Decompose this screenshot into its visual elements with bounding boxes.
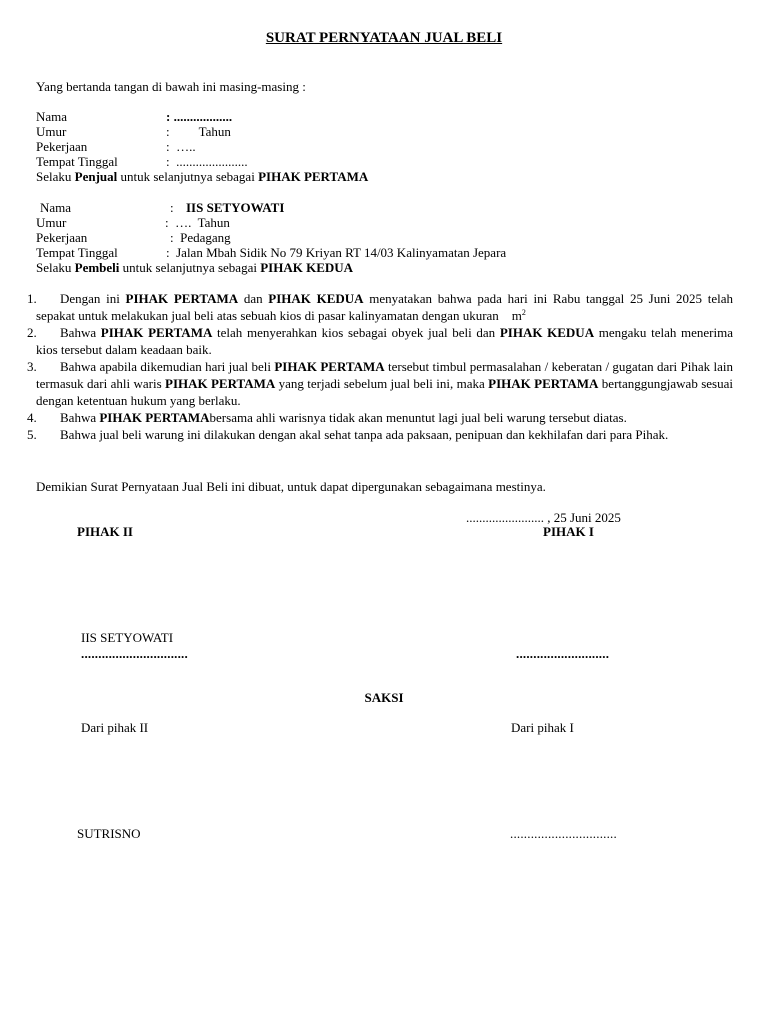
statement-text (36, 358, 733, 409)
party1-value-nama: : .................. (166, 109, 233, 124)
text-run-bold: PIHAK PERTAMA (488, 376, 599, 391)
party1-role-penjual: Penjual (74, 169, 118, 184)
statement-list (27, 290, 737, 443)
party2-value-pekerjaan: : Pedagang (170, 230, 231, 245)
text-run: bertanggungjawab sesuai dengan ketentuan hukum yang berlaku. (36, 376, 733, 408)
pihak-ii-signature-line: ............................... (81, 646, 188, 661)
party2-label-nama: Nama (40, 200, 72, 215)
party2-role-prefix: Selaku (36, 260, 75, 275)
party2-role (36, 260, 353, 275)
text-run: bersama ahli warisnya tidak akan menuntut lagi jual beli warung tersebut diatas. (209, 410, 627, 425)
party1-value-umur: : Tahun (166, 124, 231, 139)
party2-role-mid: untuk selanjutnya sebagai (119, 260, 261, 275)
text-run-bold: PIHAK PERTAMA (100, 325, 213, 340)
text-run-bold: PIHAK PERTAMA (274, 359, 385, 374)
statement-item (27, 358, 733, 409)
party2-label-pekerjaan: Pekerjaan (36, 230, 88, 245)
text-run: mengaku telah menerima kios tersebut dalam keadaan baik. (36, 325, 733, 357)
party1-label-umur: Umur (36, 124, 67, 139)
statement-number: 1. (27, 291, 37, 306)
closing-text: Demikian Surat Pernyataan Jual Beli ini dibuat, untuk dapat dipergunakan sebagaimana mestinya. (36, 479, 546, 494)
party2-value-nama: IIS SETYOWATI (186, 200, 285, 215)
text-run-bold: PIHAK PERTAMA (125, 291, 239, 306)
text-run-bold: PIHAK KEDUA (268, 291, 364, 306)
party2-value-umur: : …. Tahun (165, 215, 230, 230)
text-run: yang terjadi sebelum jual beli ini, maka (275, 376, 489, 391)
statement-text (36, 324, 733, 358)
party2-label-umur: Umur (36, 215, 67, 230)
witness-left-label: Dari pihak II (81, 720, 149, 735)
party1-value-tempat: : ...................... (166, 154, 248, 169)
statement-text (36, 426, 733, 443)
text-run: Bahwa jual beli warung ini dilakukan dengan akal sehat tanpa ada paksaan, penipuan dan kekhilafan dari para Pihak. (60, 427, 669, 442)
party1-role-mid: untuk selanjutnya sebagai (117, 169, 259, 184)
superscript-2: 2 (521, 308, 526, 317)
witness-heading: SAKSI (364, 690, 404, 705)
witness-right-signature-line: ............................... (510, 826, 617, 841)
statement-number: 2. (27, 325, 37, 340)
statement-text (36, 409, 733, 426)
pihak-i-label: PIHAK I (543, 524, 594, 539)
statement-item (27, 290, 737, 324)
party1-value-pekerjaan: : ….. (166, 139, 196, 154)
statement-text (36, 290, 737, 324)
party1-role-name: PIHAK PERTAMA (258, 169, 369, 184)
text-run-bold: PIHAK PERTAMA (165, 376, 276, 391)
party1-role (36, 169, 368, 184)
text-run: Bahwa apabila dikemudian hari jual beli (60, 359, 275, 374)
pihak-ii-label: PIHAK II (77, 524, 133, 539)
pihak-i-signature-line: ........................... (516, 646, 610, 661)
party2-nama-colon: : (170, 200, 174, 215)
text-run: Bahwa (60, 410, 100, 425)
pihak-ii-name: IIS SETYOWATI (81, 630, 174, 645)
text-run-bold: PIHAK PERTAMA (99, 410, 210, 425)
statement-number: 5. (27, 427, 37, 442)
party2-label-tempat: Tempat Tinggal (36, 245, 118, 260)
date-line: ........................ , 25 Juni 2025 (466, 510, 621, 525)
text-run: Bahwa (60, 325, 101, 340)
text-run: dan (238, 291, 269, 306)
text-run-bold: PIHAK KEDUA (499, 325, 595, 340)
text-run: telah menyerahkan kios sebagai obyek jual beli dan (212, 325, 500, 340)
party1-role-prefix: Selaku (36, 169, 75, 184)
document-title: SURAT PERNYATAAN JUAL BELI (265, 30, 503, 46)
witness-left-name: SUTRISNO (77, 826, 141, 841)
statement-number: 4. (27, 410, 37, 425)
party1-label-nama: Nama (36, 109, 68, 124)
statement-item (27, 426, 733, 443)
text-run: tersebut timbul permasalahan / keberatan / gugatan dari Pihak lain termasuk dari ahli waris (36, 359, 733, 391)
statement-item (27, 409, 733, 426)
text-run: menyatakan bahwa pada hari ini Rabu tanggal 25 Juni 2025 telah sepakat untuk melakukan jual beli atas sebuah kios di pasar kalinyamatan dengan ukuran m (36, 291, 737, 323)
party1-label-tempat: Tempat Tinggal (36, 154, 118, 169)
statement-number: 3. (27, 359, 37, 374)
party1-label-pekerjaan: Pekerjaan (36, 139, 88, 154)
statement-item (27, 324, 733, 358)
party2-role-pembeli: Pembeli (74, 260, 120, 275)
party2-role-name: PIHAK KEDUA (260, 260, 354, 275)
text-run: Dengan ini (60, 291, 126, 306)
party2-value-tempat: : Jalan Mbah Sidik No 79 Kriyan RT 14/03 Kalinyamatan Jepara (166, 245, 507, 260)
intro-text: Yang bertanda tangan di bawah ini masing-masing : (36, 79, 306, 94)
witness-right-label: Dari pihak I (511, 720, 574, 735)
